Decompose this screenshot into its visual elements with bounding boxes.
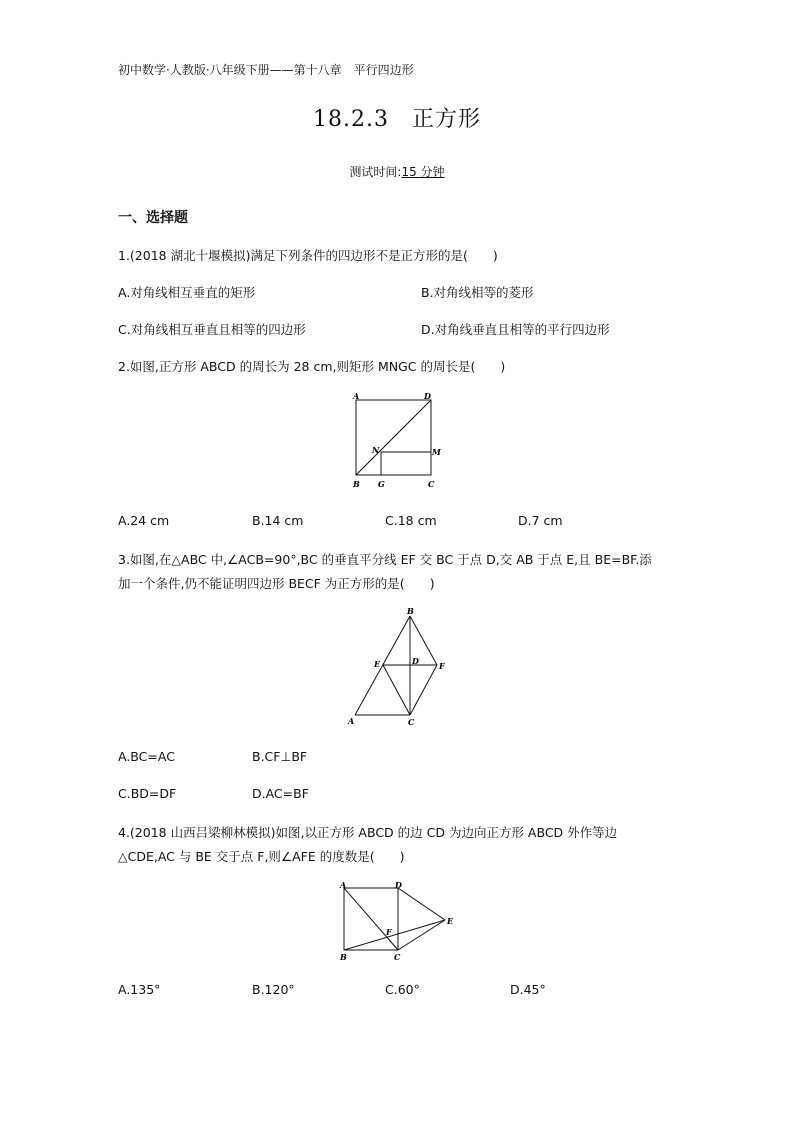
- question-3-stem-line-2: 加一个条件,仍不能证明四边形 BECF 为正方形的是( ): [118, 576, 435, 591]
- page-title: 18.2.3 正方形: [313, 107, 481, 132]
- question-3-stem-line-1: 3.如图,在△ABC 中,∠ACB=90°,BC 的垂直平分线 EF 交 BC 于点 D,交 AB 于点 E,且 BE=BF.添: [118, 552, 652, 567]
- question-2-option-d: D.7 cm: [518, 513, 563, 528]
- question-1-stem: 1.(2018 湖北十堰模拟)满足下列条件的四边形不是正方形的是( ): [118, 248, 498, 263]
- question-1-option-b: B.对角线相等的菱形: [421, 285, 534, 300]
- question-2-option-b: B.14 cm: [252, 513, 304, 528]
- test-time: [0, 163, 794, 180]
- label-b: B: [407, 606, 414, 616]
- label-d: D: [424, 391, 431, 401]
- test-time-label: 测试时间:: [349, 165, 402, 179]
- question-2-figure: [340, 390, 450, 492]
- page-header: 初中数学·人教版·八年级下册——第十八章 平行四边形: [118, 63, 414, 77]
- segment-de: [398, 888, 445, 920]
- question-1-option-c: C.对角线相互垂直且相等的四边形: [118, 322, 306, 337]
- question-4-figure: [332, 880, 462, 962]
- question-4-stem-line-1: 4.(2018 山西吕梁柳林模拟)如图,以正方形 ABCD 的边 CD 为边向正方形 ABCD 外作等边: [118, 825, 618, 840]
- label-d: D: [395, 880, 402, 890]
- segment-ce: [398, 920, 445, 950]
- segment-fc: [410, 665, 437, 715]
- question-4-option-b: B.120°: [252, 982, 295, 997]
- question-2-option-a: A.24 cm: [118, 513, 170, 528]
- label-d: D: [412, 656, 419, 666]
- diagonal-bd: [356, 400, 431, 475]
- question-3-figure: [340, 604, 458, 730]
- segment-ec: [383, 665, 410, 715]
- question-1-option-a: A.对角线相互垂直的矩形: [118, 285, 256, 300]
- question-4-stem-line-2: △CDE,AC 与 BE 交于点 F,则∠AFE 的度数是( ): [118, 849, 405, 864]
- question-2-option-c: C.18 cm: [385, 513, 437, 528]
- label-n: N: [372, 445, 380, 455]
- question-3-option-c: C.BD=DF: [118, 786, 177, 801]
- label-b: B: [340, 952, 347, 962]
- label-a: A: [348, 716, 355, 726]
- label-m: M: [432, 447, 441, 457]
- test-time-value: 15 分钟: [401, 165, 445, 179]
- label-c: C: [408, 717, 415, 727]
- label-a: A: [353, 391, 360, 401]
- label-f: F: [439, 661, 445, 671]
- label-e: E: [374, 659, 381, 669]
- label-b: B: [353, 479, 360, 489]
- label-g: G: [378, 479, 385, 489]
- label-c: C: [394, 952, 401, 962]
- label-f: F: [386, 927, 392, 937]
- section-title: 一、选择题: [118, 210, 188, 226]
- label-a: A: [340, 880, 347, 890]
- question-3-option-b: B.CF⊥BF: [252, 749, 308, 764]
- question-4-option-a: A.135°: [118, 982, 161, 997]
- label-e: E: [447, 916, 454, 926]
- segment-ac: [344, 888, 398, 950]
- question-3-option-a: A.BC=AC: [118, 749, 175, 764]
- question-2-stem: 2.如图,正方形 ABCD 的周长为 28 cm,则矩形 MNGC 的周长是( ): [118, 359, 506, 374]
- label-c: C: [428, 479, 435, 489]
- question-1-option-d: D.对角线垂直且相等的平行四边形: [421, 322, 610, 337]
- rectangle-mngc: [381, 452, 431, 475]
- question-4-option-c: C.60°: [385, 982, 420, 997]
- question-4-option-d: D.45°: [510, 982, 546, 997]
- question-3-option-d: D.AC=BF: [252, 786, 309, 801]
